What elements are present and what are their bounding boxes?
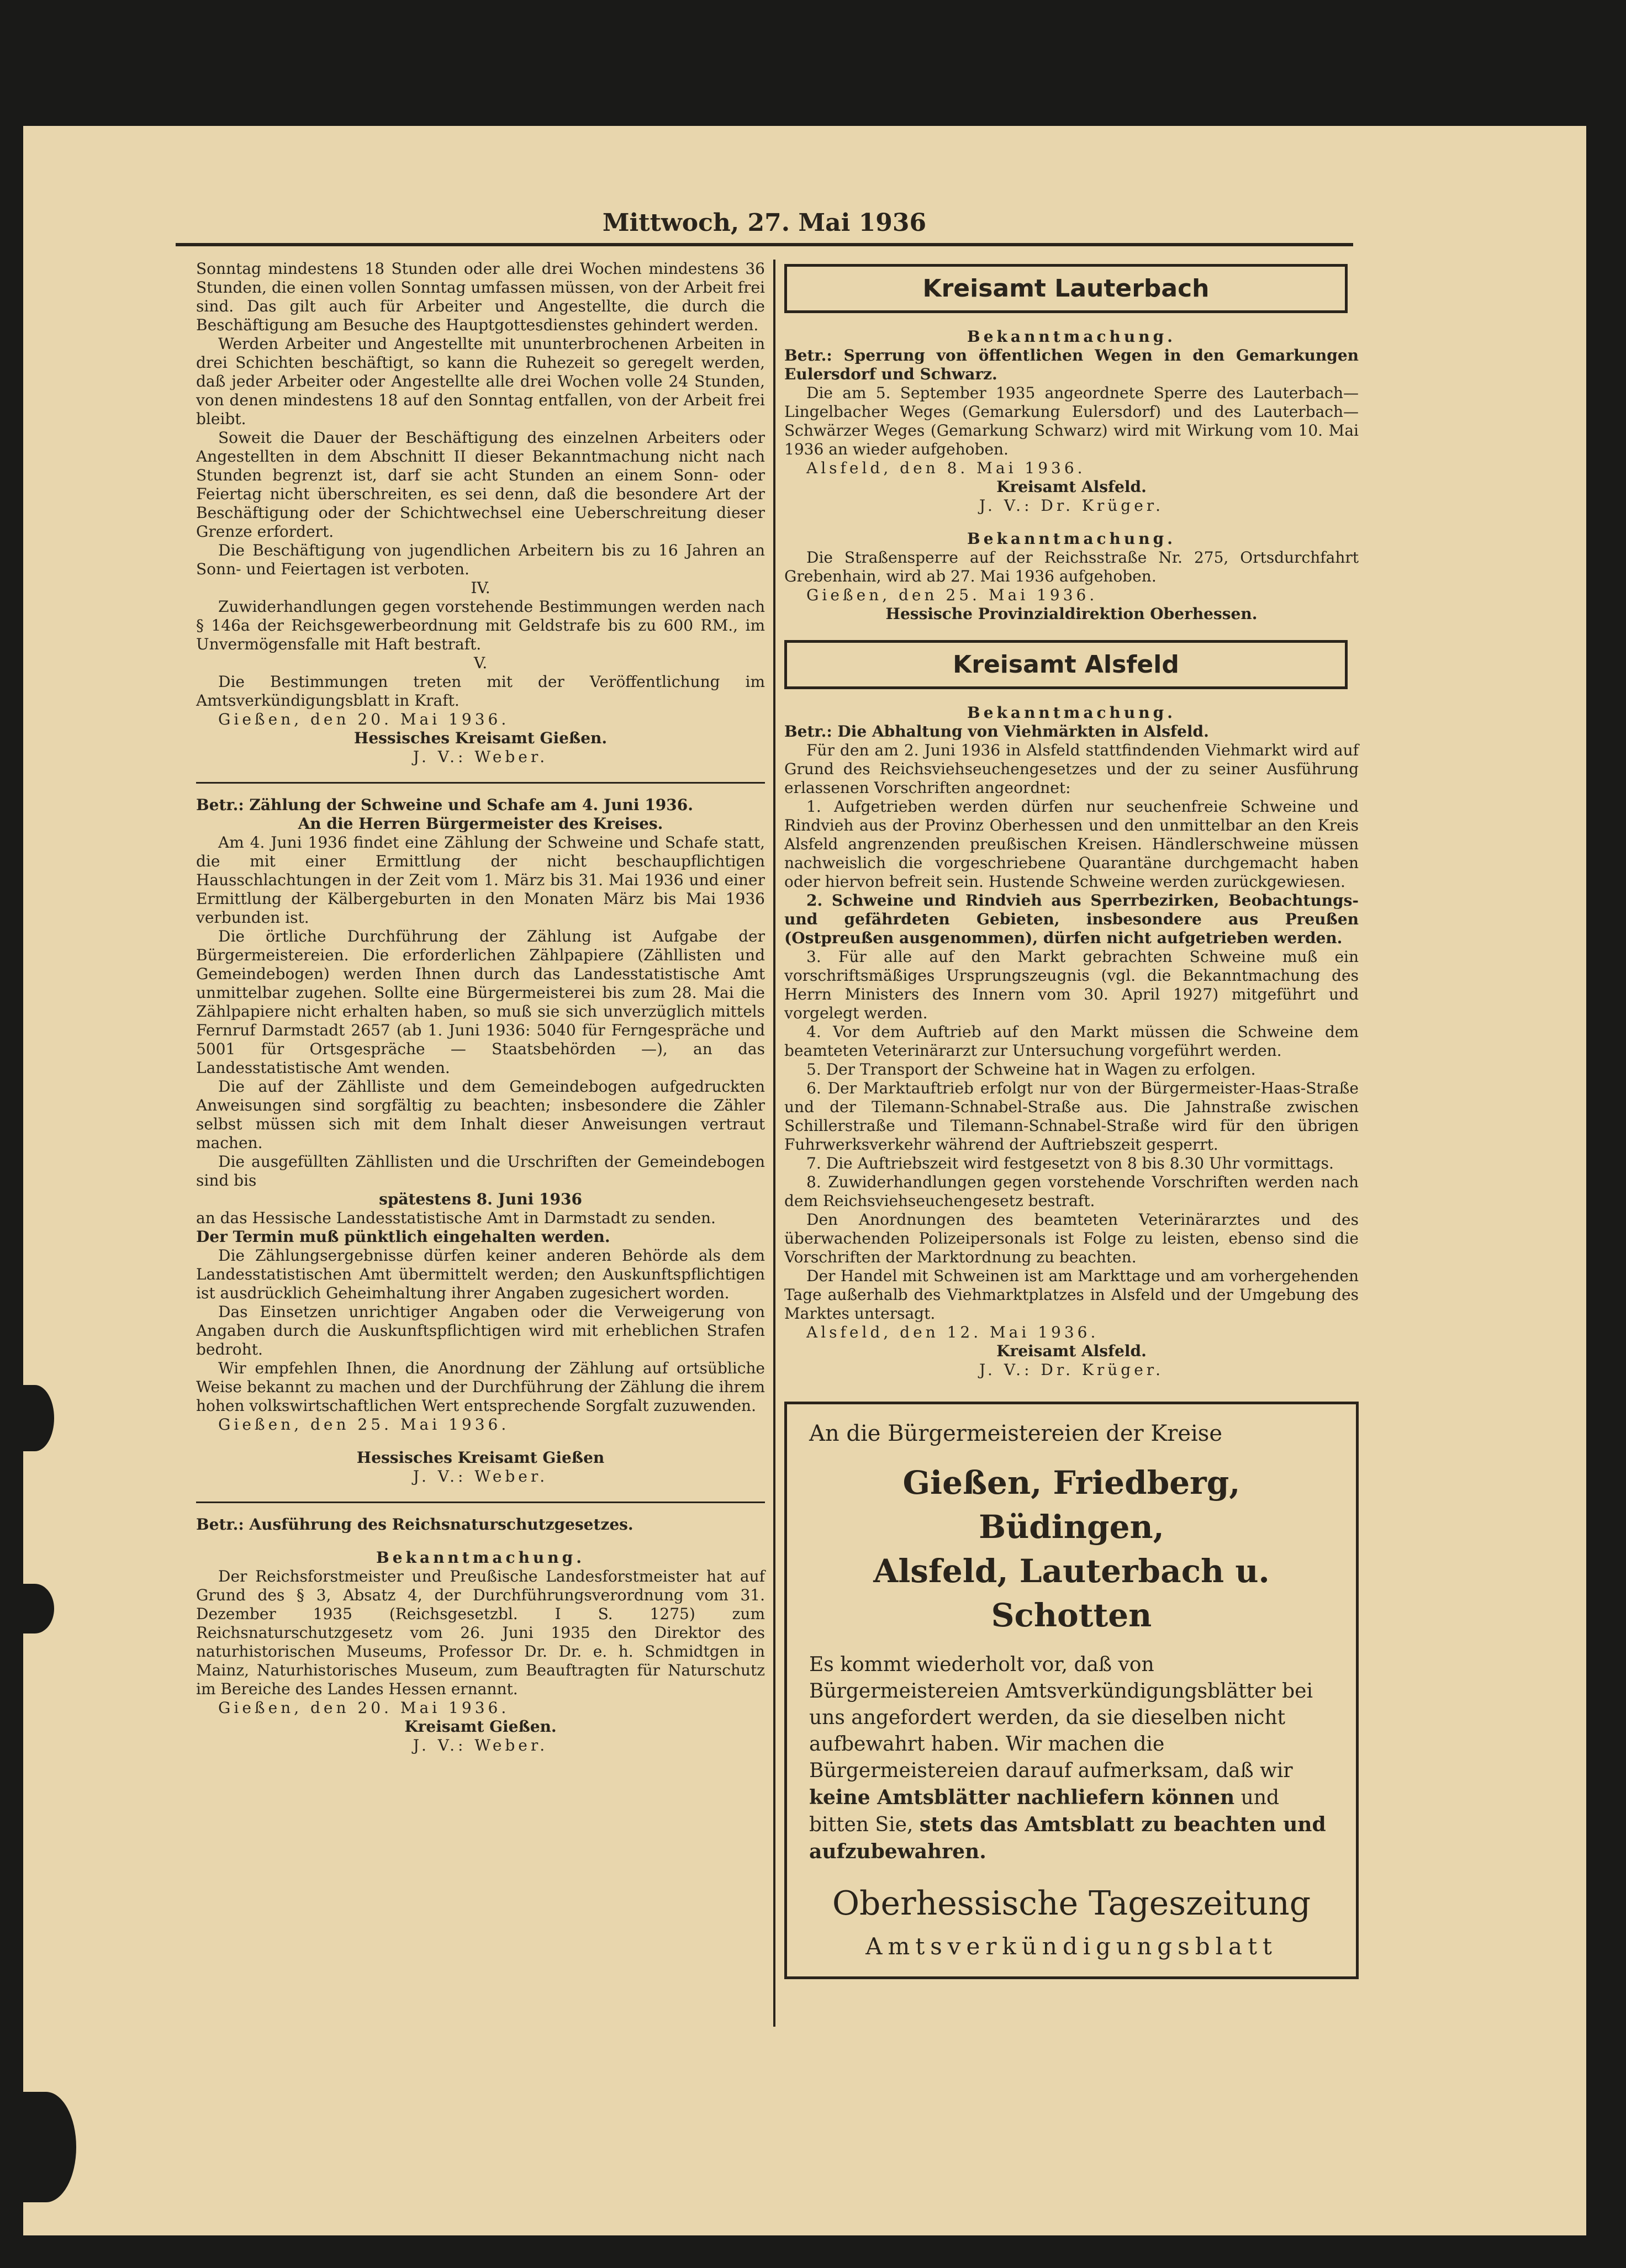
section-number: IV. <box>471 579 490 597</box>
separator <box>196 1502 765 1503</box>
list-item: 4. Vor dem Auftrieb auf den Markt müssen die Schweine dem beamteten Veterinärarzt zur Untersuchung vorgeführt werden. <box>784 1023 1359 1060</box>
paragraph: Die örtliche Durchführung der Zählung ist Aufgabe der Bürgermeistereien. Die erforderlichen Zählpapiere (Zähllisten und Gemeindebogen) werden Ihnen durch das Landesstatistische Amt unmittelbar zugehen. Sollte eine Bürgermeisterei bis zum 28. Mai die Zählpapiere nicht erhalten haben, so muß sie sich unverzüglich mittels Fernruf Darmstadt 2657 (ab 1. Juni 1936: 5040 für Ferngespräche und 5001 für Ortsgespräche — Staatsbehörden —), an das Landesstatistische Amt wenden. <box>196 927 765 1077</box>
signature: J. V.: Dr. Krüger. <box>979 496 1164 515</box>
deadline: spätestens 8. Juni 1936 <box>379 1190 582 1208</box>
spacer <box>784 515 1359 530</box>
paragraph: Die Bestimmungen treten mit der Veröffentlichung im Amtsverkündigungsblatt in Kraft. <box>196 673 765 710</box>
place-date: Alsfeld, den 8. Mai 1936. <box>806 459 1086 477</box>
authority: Hessisches Kreisamt Gießen <box>356 1448 605 1467</box>
paragraph: Die Zählungsergebnisse dürfen keiner anderen Behörde als dem Landesstatistischen Amt übermittelt werden; den Auskunftspflichtigen ist ausdrücklich Geheimhaltung ihrer Angaben zugesichert worden. <box>196 1246 765 1302</box>
office-heading-box: Kreisamt Lauterbach <box>784 264 1348 313</box>
paragraph: Die ausgefüllten Zähllisten und die Urschriften der Gemeindebogen sind bis <box>196 1152 765 1189</box>
date-line: Mittwoch, 27. Mai 1936 <box>602 209 927 237</box>
notice-emphasis: stets das Amtsblatt zu beachten und aufzubewahren. <box>809 1813 1326 1863</box>
notice-cities: Alsfeld, Lauterbach u. Schotten <box>873 1552 1270 1634</box>
announcement-heading: Bekanntmachung. <box>967 530 1176 548</box>
spacer <box>196 1534 765 1548</box>
paragraph: Die am 5. September 1935 angeordnete Sperre des Lauterbach—Lingelbacher Weges (Gemarkung Eulersdorf) und des Lauterbach—Schwärzer Weges (Gemarkung Schwarz) wird mit Wirkung vom 10. Mai 1936 an wieder aufgehoben. <box>784 384 1359 458</box>
authority: Kreisamt Gießen. <box>404 1717 557 1736</box>
notice-cities: Gießen, Friedberg, Büdingen, <box>902 1464 1240 1546</box>
spacer <box>196 1434 765 1448</box>
separator <box>196 782 765 784</box>
paragraph: Die Beschäftigung von jugendlichen Arbeitern bis zu 16 Jahren an Sonn- und Feiertagen ist verboten. <box>196 541 765 578</box>
authority: Kreisamt Alsfeld. <box>996 1342 1147 1360</box>
paragraph: Den Anordnungen des beamteten Veterinärarztes und des überwachenden Polizeipersonals ist Folge zu leisten, ebenso sind die Vorschriften der Marktordnung zu beachten. <box>784 1210 1359 1266</box>
list-item: 1. Aufgetrieben werden dürfen nur seuchenfreie Schweine und Rindvieh aus der Provinz Oberhessen und den unmittelbar an den Kreis Alsfeld angrenzenden preußischen Kreisen. Händlerschweine müssen nachweislich die vorgeschriebene Quarantäne durchgemacht haben oder hiervon befreit sein. Hustende Schweine werden zurückgewiesen. <box>784 797 1359 891</box>
announcement-heading: Bekanntmachung. <box>967 704 1176 722</box>
signature: J. V.: Weber. <box>413 1467 548 1485</box>
newspaper-name: Oberhessische Tageszeitung <box>832 1884 1311 1923</box>
list-item: 3. Für alle auf den Markt gebrachten Schweine muß ein vorschriftsmäßiges Ursprungszeugnis (vgl. die Bekanntmachung des Herrn Ministers des Innern vom 30. April 1927) mitgeführt und vorgelegt werden. <box>784 948 1359 1022</box>
announcement-heading: Bekanntmachung. <box>376 1548 585 1567</box>
paragraph: Soweit die Dauer der Beschäftigung des einzelnen Arbeiters oder Angestellten in dem Abschnitt II dieser Bekanntmachung nicht nach Stunden begrenzt ist, darf sie acht Stunden an einem Sonn- oder Feiertag nicht überschreiten, es sei denn, daß die besondere Art der Beschäftigung oder der Schichtwechsel eine Ueberschreitung dieser Grenze erfordert. <box>196 429 765 541</box>
authority: Hessisches Kreisamt Gießen. <box>353 729 608 747</box>
list-item: 7. Die Auftriebszeit wird festgesetzt von 8 bis 8.30 Uhr vormittags. <box>806 1154 1334 1172</box>
authority: Kreisamt Alsfeld. <box>996 478 1147 496</box>
paragraph: Der Handel mit Schweinen ist am Markttage und am vorhergehenden Tage außerhalb des Viehmarktplatzes in Alsfeld und der Umgebung des Marktes untersagt. <box>784 1267 1359 1323</box>
announcement-heading: Bekanntmachung. <box>967 327 1176 346</box>
notice-text: und bitten Sie, <box>809 1786 1280 1836</box>
newspaper-subtitle: Amtsverkündigungsblatt <box>865 1933 1277 1960</box>
notice-text: Es kommt wiederholt vor, daß von Bürgermeistereien Amtsverkündigungsblätter bei uns angefordert werden, da sie dieselben nicht aufbewahrt haben. Wir machen die Bürgermeistereien darauf aufmerksam, daß wir <box>809 1653 1313 1782</box>
subject-line: Betr.: Zählung der Schweine und Schafe am 4. Juni 1936. <box>196 796 693 814</box>
paragraph: Die auf der Zählliste und dem Gemeindebogen aufgedruckten Anweisungen sind sorgfältig zu beachten; insbesondere die Zähler selbst müssen sich mit dem Inhalt dieser Anweisungen vertraut machen. <box>196 1077 765 1152</box>
right-column <box>784 260 1359 1979</box>
notice-title: An die Bürgermeistereien der Kreise <box>809 1421 1223 1446</box>
paragraph: Werden Arbeiter und Angestellte mit ununterbrochenen Arbeiten in drei Schichten beschäftigt, so kann die Ruhezeit so geregelt werden, daß jeder Arbeiter oder Angestellte alle drei Wochen volle 24 Stunden, von denen mindestens 18 auf den Sonntag entfallen, von der Arbeit frei bleibt. <box>196 335 765 428</box>
section-number: V. <box>473 654 488 672</box>
list-item: 6. Der Marktauftrieb erfolgt nur von der Bürgermeister-Haas-Straße und der Tilemann-Schnabel-Straße aus. Die Jahnstraße zwischen Schillerstraße und Tilemann-Schnabel-Straße wird für den übrigen Fuhrwerksverkehr während der Auftriebszeit gesperrt. <box>784 1079 1359 1154</box>
torn-edge <box>15 2092 76 2202</box>
paragraph: Sonntag mindestens 18 Stunden oder alle drei Wochen mindestens 36 Stunden, die einen vollen Sonntag umfassen müssen, von der Arbeit frei sind. Das gilt auch für Arbeiter und Angestellte, die durch die Beschäftigung am Besuche des Hauptgottesdienstes gehindert werden. <box>196 260 765 334</box>
list-item: 5. Der Transport der Schweine hat in Wagen zu erfolgen. <box>806 1060 1256 1079</box>
authority: Hessische Provinzialdirektion Oberhessen. <box>885 605 1258 623</box>
subject-line: Betr.: Sperrung von öffentlichen Wegen in den Gemarkungen Eulersdorf und Schwarz. <box>784 346 1359 383</box>
signature: J. V.: Weber. <box>413 1736 548 1754</box>
office-heading-box: Kreisamt Alsfeld <box>784 640 1348 689</box>
emphasis: Der Termin muß pünktlich eingehalten werden. <box>196 1228 610 1246</box>
notice-body <box>809 1652 1334 1865</box>
paragraph: Das Einsetzen unrichtiger Angaben oder die Verweigerung von Angaben durch die Auskunftspflichtigen wird mit erheblichen Strafen bedroht. <box>196 1303 765 1358</box>
paragraph: Wir empfehlen Ihnen, die Anordnung der Zählung auf ortsübliche Weise bekannt zu machen und der Durchführung der Zählung die ihrem hohen volkswirtschaftlichen Wert entsprechende Sorgfalt zuzuwenden. <box>196 1359 765 1415</box>
subject-line: Betr.: Ausführung des Reichsnaturschutzgesetzes. <box>196 1515 633 1534</box>
place-date: Gießen, den 20. Mai 1936. <box>218 1699 510 1717</box>
list-item: 2. Schweine und Rindvieh aus Sperrbezirken, Beobachtungs- und gefährdeten Gebieten, insbesondere aus Preußen (Ostpreußen ausgenommen), dürfen nicht aufgetrieben werden. <box>784 891 1359 947</box>
paragraph: Zuwiderhandlungen gegen vorstehende Bestimmungen werden nach § 146a der Reichsgewerbeordnung mit Geldstrafe bis zu 600 RM., im Unvermögensfalle mit Haft bestraft. <box>196 598 765 653</box>
page-header <box>176 209 1353 246</box>
list-item: 8. Zuwiderhandlungen gegen vorstehende Vorschriften werden nach dem Reichsviehseuchengesetz bestraft. <box>784 1173 1359 1210</box>
place-date: Gießen, den 20. Mai 1936. <box>218 710 510 728</box>
paragraph: Für den am 2. Juni 1936 in Alsfeld stattfindenden Viehmarkt wird auf Grund des Reichsviehseuchengesetzes und der zu seiner Ausführung erlassenen Vorschriften angeordnet: <box>784 741 1359 797</box>
torn-edge <box>15 1385 54 1451</box>
paragraph: Der Reichsforstmeister und Preußische Landesforstmeister hat auf Grund des § 3, Absatz 4, der Durchführungsverordnung vom 31. Dezember 1935 (Reichsgesetzbl. I S. 1275) zum Reichsnaturschutzgesetz vom 26. Juni 1935 den Direktor des naturhistorischen Museums, Professor Dr. Dr. e. h. Schmidtgen in Mainz, Naturhistorisches Museum, zum Beauftragten für Naturschutz im Bereiche des Landes Hessen ernannt. <box>196 1567 765 1698</box>
paragraph: Am 4. Juni 1936 findet eine Zählung der Schweine und Schafe statt, die mit einer Ermittlung der nicht beschaupflichtigen Hausschlachtungen in der Zeit vom 1. März bis 31. Mai 1936 und einer Ermittlung der Kälbergeburten in den Monaten März bis Mai 1936 verbunden ist. <box>196 833 765 927</box>
column-divider <box>773 260 775 2027</box>
place-date: Gießen, den 25. Mai 1936. <box>806 586 1098 604</box>
address-line: An die Herren Bürgermeister des Kreises. <box>298 815 663 833</box>
place-date: Alsfeld, den 12. Mai 1936. <box>806 1323 1099 1341</box>
subject-line: Betr.: Die Abhaltung von Viehmärkten in Alsfeld. <box>784 722 1209 741</box>
signature: J. V.: Weber. <box>413 748 548 766</box>
paragraph: Die Straßensperre auf der Reichsstraße Nr. 275, Ortsdurchfahrt Grebenhain, wird ab 27. Mai 1936 aufgehoben. <box>784 548 1359 585</box>
torn-edge <box>15 1584 54 1633</box>
notice-box <box>784 1402 1359 1979</box>
place-date: Gießen, den 25. Mai 1936. <box>218 1415 510 1434</box>
signature: J. V.: Dr. Krüger. <box>979 1361 1164 1379</box>
notice-emphasis: keine Amtsblätter nachliefern können <box>809 1786 1235 1809</box>
left-column <box>196 260 765 1755</box>
paragraph: an das Hessische Landesstatistische Amt in Darmstadt zu senden. <box>196 1209 716 1227</box>
